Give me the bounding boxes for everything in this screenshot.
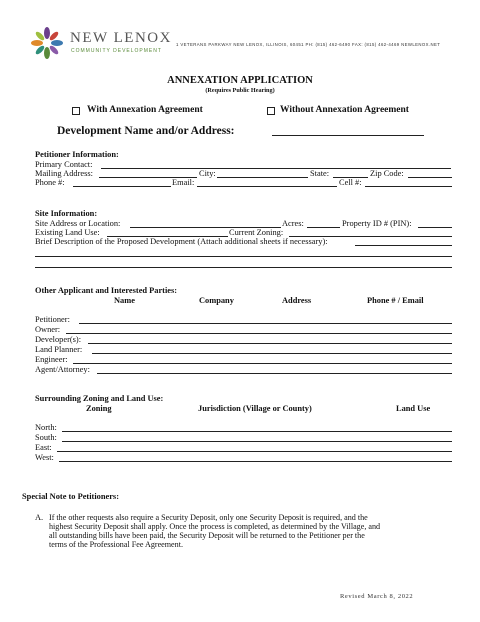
west-field[interactable] xyxy=(59,461,452,462)
engineer-row-label: Engineer: xyxy=(35,355,68,364)
planner-row-label: Land Planner: xyxy=(35,345,83,354)
developer-row-label: Developer(s): xyxy=(35,335,82,344)
parties-heading: Other Applicant and Interested Parties: xyxy=(35,286,178,295)
state-label: State: xyxy=(310,169,330,178)
logo-name: NEW LENOX xyxy=(70,30,172,46)
north-label: North: xyxy=(35,423,57,432)
site-address-label: Site Address or Location: xyxy=(35,219,121,228)
parties-col-address: Address xyxy=(282,296,312,305)
petitioner-heading: Petitioner Information: xyxy=(35,150,119,159)
acres-field[interactable] xyxy=(307,227,340,228)
surrounding-col-landuse: Land Use xyxy=(396,404,431,413)
note-line-4: terms of the Professional Fee Agreement. xyxy=(49,540,183,549)
note-marker: A. xyxy=(35,513,44,522)
without-agreement-checkbox[interactable] xyxy=(267,107,275,115)
city-field[interactable] xyxy=(217,177,308,178)
city-label: City: xyxy=(199,169,216,178)
with-agreement-label: With Annexation Agreement xyxy=(87,105,203,115)
note-line-2: highest Security Deposit shall apply. Once the process is completed, as determined by the Village, and xyxy=(49,522,381,531)
current-zoning-label: Current Zoning: xyxy=(229,228,284,237)
email-label: Email: xyxy=(172,178,195,187)
parties-col-phone: Phone # / Email xyxy=(367,296,424,305)
developer-row-field[interactable] xyxy=(88,343,452,344)
owner-row-label: Owner: xyxy=(35,325,61,334)
east-field[interactable] xyxy=(57,451,452,452)
revised-date: Revised March 8, 2022 xyxy=(340,593,414,600)
south-label: South: xyxy=(35,433,57,442)
west-label: West: xyxy=(35,453,54,462)
attorney-row-label: Agent/Attorney: xyxy=(35,365,90,374)
planner-row-field[interactable] xyxy=(92,353,452,354)
engineer-row-field[interactable] xyxy=(73,363,452,364)
surrounding-heading: Surrounding Zoning and Land Use: xyxy=(35,394,164,403)
form-subtitle: (Requires Public Hearing) xyxy=(205,87,275,94)
south-field[interactable] xyxy=(62,441,452,442)
description-field-3[interactable] xyxy=(35,267,452,268)
development-label: Development Name and/or Address: xyxy=(57,125,235,137)
surrounding-col-zoning: Zoning xyxy=(86,404,112,413)
development-field[interactable] xyxy=(272,135,424,136)
petitioner-row-label: Petitioner: xyxy=(35,315,70,324)
logo-subtitle: COMMUNITY DEVELOPMENT xyxy=(71,48,162,54)
phone-label: Phone #: xyxy=(35,178,65,187)
site-heading: Site Information: xyxy=(35,209,98,218)
logo-flower-icon xyxy=(30,26,64,60)
with-agreement-checkbox[interactable] xyxy=(72,107,80,115)
parties-col-name: Name xyxy=(114,296,135,305)
north-field[interactable] xyxy=(62,431,452,432)
primary-contact-label: Primary Contact: xyxy=(35,160,93,169)
description-field-1[interactable] xyxy=(355,245,452,246)
header-contact: 1 VETERANS PARKWAY NEW LENOX, ILLINOIS, 60451 PH: (815) 462-6490 FAX: (815) 462-4469 NEWLENOX.NET xyxy=(176,42,441,47)
zip-field[interactable] xyxy=(408,177,452,178)
description-field-2[interactable] xyxy=(35,256,452,257)
parties-col-company: Company xyxy=(199,296,234,305)
logo xyxy=(30,28,200,60)
petitioner-row-field[interactable] xyxy=(79,323,452,324)
cell-label: Cell #: xyxy=(339,178,362,187)
note-line-3: all outstanding bills have been paid, the Security Deposit will be returned to the Petitioner per the xyxy=(49,531,365,540)
note-heading: Special Note to Petitioners: xyxy=(22,492,119,501)
form-title: ANNEXATION APPLICATION xyxy=(167,75,313,86)
note-line-1: If the other requests also require a Security Deposit, only one Security Deposit is required, and the xyxy=(49,513,368,522)
email-field[interactable] xyxy=(197,186,337,187)
zip-label: Zip Code: xyxy=(370,169,404,178)
attorney-row-field[interactable] xyxy=(97,373,452,374)
owner-row-field[interactable] xyxy=(66,333,452,334)
mailing-label: Mailing Address: xyxy=(35,169,93,178)
cell-field[interactable] xyxy=(365,186,452,187)
east-label: East: xyxy=(35,443,52,452)
description-label: Brief Description of the Proposed Development (Attach additional sheets if necessary): xyxy=(35,237,328,246)
surrounding-col-jurisdiction: Jurisdiction (Village or County) xyxy=(198,404,312,413)
phone-field[interactable] xyxy=(73,186,171,187)
existing-use-label: Existing Land Use: xyxy=(35,228,100,237)
acres-label: Acres: xyxy=(282,219,304,228)
pin-label: Property ID # (PIN): xyxy=(342,219,412,228)
pin-field[interactable] xyxy=(418,227,452,228)
without-agreement-label: Without Annexation Agreement xyxy=(280,105,409,115)
